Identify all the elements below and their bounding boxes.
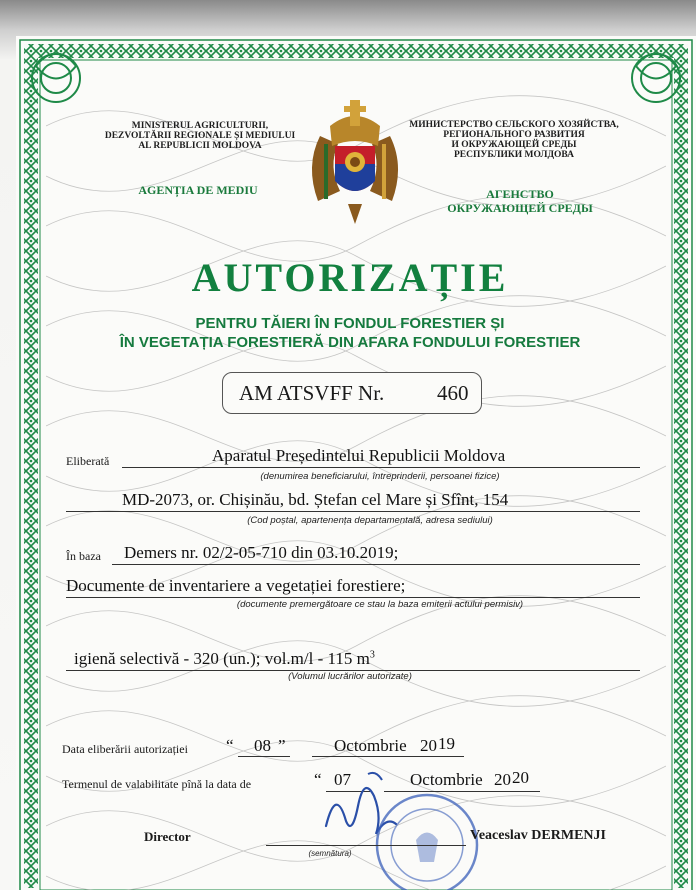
document-subtitle [60,314,640,352]
beneficiary-hint: (denumirea beneficiarului, întreprinderii, persoanei fizice) [260,471,500,482]
basis-underline-2 [66,597,640,598]
validity-day: 07 [334,770,351,789]
signature-line [266,845,466,846]
left-ministry-name: MINISTERUL AGRICULTURII, DEZVOLTĂRII REGIONALE ȘI MEDIULUI AL REPUBLICII MOLDOVA [104,121,296,151]
validity-open-quote: “ [314,770,322,789]
official-stamp [372,790,482,890]
address-line [66,511,640,512]
right-agency-name [420,187,620,215]
basis-underline-1 [112,564,640,565]
basis-line-2: Documente de inventariere a vegetației forestiere; [66,576,406,595]
authorization-number-box [222,372,482,414]
beneficiary-line [122,467,640,468]
number-prefix: AM ATSVFF Nr. [239,381,385,405]
signature-hint: (semnătura) [308,849,352,858]
basis-hint: (documente premergătoare ce stau la baza emiterii actului permisiv) [236,599,524,610]
basis-line-1: Demers nr. 02/2-05-710 din 03.10.2019; [124,543,399,562]
address-hint: (Cod poștal, apartenența departamentală, adresa sediului) [247,515,493,526]
issue-date-year: 19 [438,734,455,753]
basis-label: În baza [66,549,101,563]
beneficiary-address: MD-2073, or. Chișinău, bd. Ștefan cel Mare și Sfînt, 154 [122,490,509,509]
subtitle-line-1: PENTRU TĂIERI ÎN FONDUL FORESTIER ȘI [195,315,505,332]
issue-date-open-quote: “ [226,736,234,755]
authorized-works-text: igienă selectivă - 320 (un.); vol.m/l - 115 m [74,649,370,668]
issue-date-year-prefix: 20 [420,736,437,755]
validity-label: Termenul de valabilitate pînă la data de [62,777,252,791]
number-value: 460 [437,381,469,405]
works-hint: (Volumul lucrărilor autorizate) [288,671,412,682]
beneficiary-name: Aparatul Președintelui Republicii Moldova [212,446,506,465]
issue-date-label: Data eliberării autorizației [62,742,188,756]
authorized-works [74,649,375,669]
right-agency-line1: АГЕНСТВО [486,187,554,201]
subtitle-line-2: ÎN VEGETAȚIA FORESTIERĂ DIN AFARA FONDULUI FORESTIER [119,334,581,351]
document-title: AUTORIZAȚIE [191,255,509,300]
coat-of-arms-icon [300,96,410,230]
right-agency-line2: ОКРУЖАЮЩЕЙ СРЕДЫ [447,201,593,215]
issue-day-underline [238,756,290,757]
left-agency-name: AGENȚIA DE MEDIU [138,183,258,197]
director-name: Veaceslav DERMENJI [470,828,606,843]
issue-date-day: 08 [254,736,271,755]
validity-month: Octombrie [410,770,483,789]
issue-date-month: Octombrie [334,736,407,755]
issue-month-underline [312,756,464,757]
issued-label: Eliberată [66,454,110,468]
validity-year: 20 [512,768,529,787]
validity-year-prefix: 20 [494,770,511,789]
authorized-works-unit-exponent: 3 [369,649,375,661]
director-label: Director [144,829,191,844]
issue-date-close-quote: ” [278,736,286,755]
right-ministry-name: МИНИСТЕРСТВО СЕЛЬСКОГО ХОЗЯЙСТВА, РЕГИОНАЛЬНОГО РАЗВИТИЯ И ОКРУЖАЮЩЕЙ СРЕДЫ РЕСПУБЛИКИ МОЛДОВА [409,120,619,160]
